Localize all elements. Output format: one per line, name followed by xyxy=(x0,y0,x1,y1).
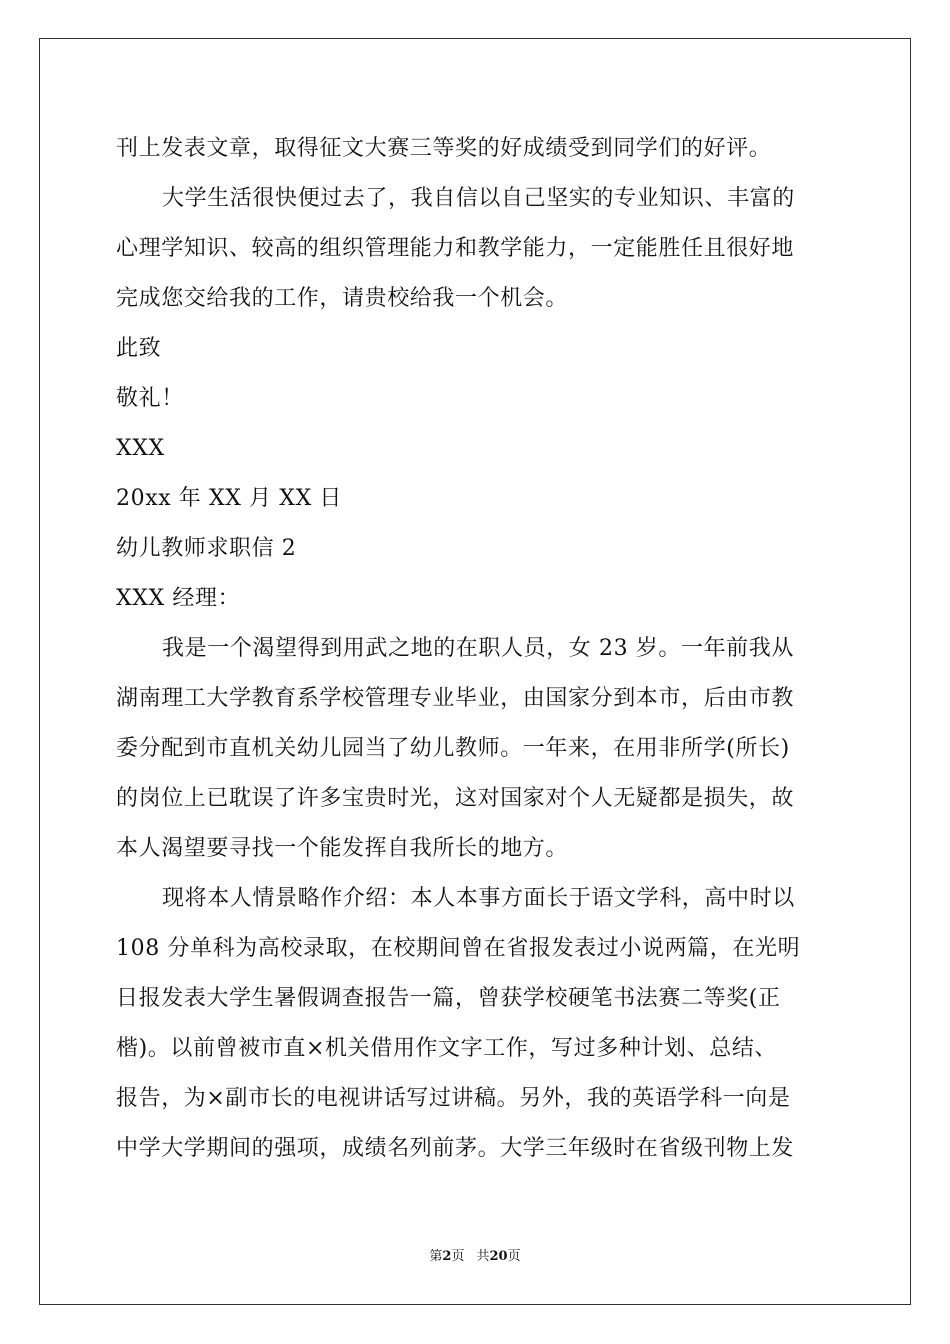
text-line: 中学大学期间的强项，成绩名列前茅。大学三年级时在省级刊物上发 xyxy=(116,1136,795,1161)
page-suffix: 页 xyxy=(451,1249,465,1264)
letter-greeting: XXX 经理： xyxy=(116,586,241,611)
text-line: 委分配到市直机关幼儿园当了幼儿教师。一年来，在用非所学(所长) xyxy=(116,736,790,761)
text-line: 日报发表大学生暑假调查报告一篇，曾获学校硬笔书法赛二等奖(正 xyxy=(116,986,781,1011)
signature-date: 20xx 年 XX 月 XX 日 xyxy=(116,486,343,511)
text-line: 大学生活很快便过去了，我自信以自己坚实的专业知识、丰富的 xyxy=(162,186,795,211)
total-pages: 20 xyxy=(489,1249,508,1264)
closing-regards: 敬礼！ xyxy=(116,386,184,411)
document-body xyxy=(116,124,836,1174)
text-line: 现将本人情景略作介绍：本人本事方面长于语文学科，高中时以 xyxy=(162,886,795,911)
section-title: 幼儿教师求职信 2 xyxy=(116,536,297,561)
total-prefix: 共 xyxy=(476,1249,490,1264)
text-line: 本人渴望要寻找一个能发挥自我所长的地方。 xyxy=(116,836,569,861)
page-number: 2 xyxy=(442,1249,452,1264)
text-line: 楷)。以前曾被市直×机关借用作文字工作，写过多种计划、总结、 xyxy=(116,1036,778,1061)
text-line: 心理学知识、较高的组织管理能力和教学能力，一定能胜任且很好地 xyxy=(116,236,795,261)
text-line: 湖南理工大学教育系学校管理专业毕业，由国家分到本市，后由市教 xyxy=(116,686,795,711)
text-line: 完成您交给我的工作，请贵校给我一个机会。 xyxy=(116,286,569,311)
signature-name: XXX xyxy=(116,436,165,461)
closing-salutation: 此致 xyxy=(116,336,162,361)
text-line: 刊上发表文章，取得征文大赛三等奖的好成绩受到同学们的好评。 xyxy=(116,136,772,161)
text-line: 报告，为×副市长的电视讲话写过讲稿。另外，我的英语学科一向是 xyxy=(116,1086,791,1111)
page-footer xyxy=(0,1248,950,1266)
text-line: 我是一个渴望得到用武之地的在职人员，女 23 岁。一年前我从 xyxy=(162,636,794,661)
text-line: 108 分单科为高校录取，在校期间曾在省报发表过小说两篇，在光明 xyxy=(116,936,801,961)
page-prefix: 第 xyxy=(429,1249,443,1264)
total-suffix: 页 xyxy=(507,1249,521,1264)
text-line: 的岗位上已耽误了许多宝贵时光，这对国家对个人无疑都是损失，故 xyxy=(116,786,795,811)
